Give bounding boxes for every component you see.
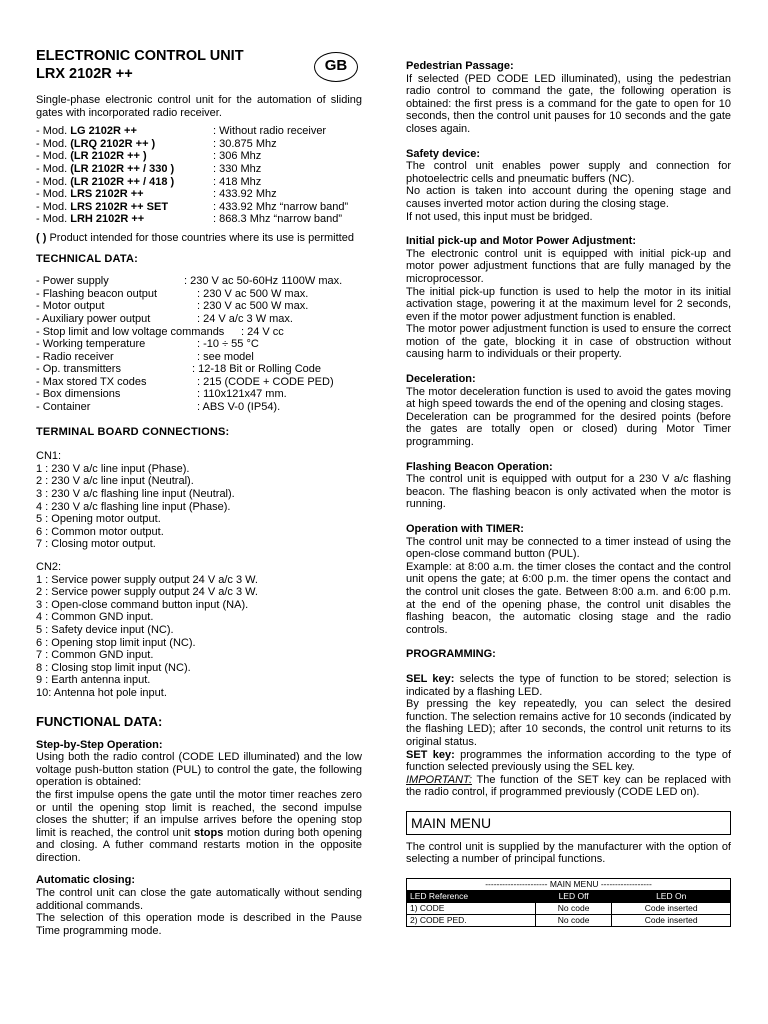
technical-data-list bbox=[36, 275, 362, 414]
deceleration-text-1: The motor deceleration function is used to avoid the gates moving at high speed towards the end of the opening and closing stages. bbox=[406, 385, 731, 411]
table-title: ---------------------- MAIN MENU ------------------ bbox=[407, 879, 731, 891]
document-title: ELECTRONIC CONTROL UNIT bbox=[36, 48, 244, 64]
auto-closing-text-2: The selection of this operation mode is described in the Pause Time programming mode. bbox=[36, 912, 362, 937]
flashing-heading: Flashing Beacon Operation: bbox=[406, 460, 553, 473]
column-header: LED Off bbox=[535, 891, 612, 903]
table-cell: No code bbox=[535, 915, 612, 927]
model-row: - Mod. (LR 2102R ++ / 330 ) : 330 Mhz bbox=[36, 162, 262, 175]
list-item: 7 : Closing motor output. bbox=[36, 538, 156, 551]
step-heading: Step-by-Step Operation: bbox=[36, 738, 163, 751]
programming-heading: PROGRAMMING: bbox=[406, 648, 496, 661]
set-key-text: SET key: programmes the information according to the type of function selected previously using the SEL key. bbox=[406, 748, 731, 774]
important-text: IMPORTANT: The function of the SET key can be replaced with the radio control, if programmed previously (CODE LED on). bbox=[406, 773, 731, 799]
main-menu-title: MAIN MENU bbox=[406, 811, 731, 835]
model-row: - Mod. LRH 2102R ++ : 868.3 Mhz “narrow band” bbox=[36, 213, 343, 226]
sel-key-text-2: By pressing the key repeatedly, you can select the desired function. The selection remains active for 10 seconds (indicated by the flashing LED); after 10 seconds, the control unit returns to its original status. bbox=[406, 698, 731, 748]
spec-row: - Flashing beacon output : 230 V ac 500 W max. bbox=[36, 287, 309, 300]
pickup-text-3: The motor power adjustment function is used to ensure the correct motion of the gate, blocking it in case of obstruction without causing harm to individuals or their property. bbox=[406, 323, 731, 361]
column-header: LED On bbox=[612, 891, 731, 903]
sel-key-text: SEL key: selects the type of function to be stored; selection is indicated by a flashing LED. bbox=[406, 672, 731, 698]
list-item: 6 : Common motor output. bbox=[36, 525, 164, 538]
list-item: 5 : Opening motor output. bbox=[36, 513, 161, 526]
table-header-row bbox=[407, 891, 731, 903]
model-row: - Mod. (LR 2102R ++ / 418 ) : 418 Mhz bbox=[36, 175, 262, 188]
table-cell: Code inserted bbox=[612, 915, 731, 927]
spec-row: - Stop limit and low voltage commands : 24 V cc bbox=[36, 325, 284, 338]
pedestrian-heading: Pedestrian Passage: bbox=[406, 60, 514, 72]
list-item: 1 : Service power supply output 24 V a/c 3 W. bbox=[36, 573, 258, 586]
step-text-1: Using both the radio control (CODE LED illuminated) and the low voltage push-button station (PUL) to control the gate, the following operation is obtained: bbox=[36, 751, 362, 789]
left-column bbox=[36, 46, 362, 937]
document-header bbox=[36, 48, 362, 82]
deceleration-text-2: Deceleration can be programmed for the desired points (before the gates are totally open or closed) during Motor Timer programming. bbox=[406, 410, 731, 449]
functional-data-heading: FUNCTIONAL DATA: bbox=[36, 713, 163, 729]
model-row: - Mod. LG 2102R ++ : Without radio receiver bbox=[36, 125, 327, 138]
list-item: 4 : Common GND input. bbox=[36, 611, 154, 624]
model-row: - Mod. LRS 2102R ++ SET : 433.92 Mhz “narrow band” bbox=[36, 200, 349, 213]
pickup-heading: Initial pick-up and Motor Power Adjustment: bbox=[406, 235, 636, 248]
cn1-list bbox=[36, 463, 362, 551]
pickup-text-2: The initial pick-up function is used to help the motor in its initial activation stage, powering it at the maximum level for 2 seconds, even if the motor power adjustment function is enabled. bbox=[406, 285, 731, 323]
spec-row: - Radio receiver : see model bbox=[36, 350, 254, 363]
step-text-2: the first impulse opens the gate until the motor timer reaches zero or until the opening stop limit is reached, the second impulse closes the shutter; if an impulse arrives before the opening stop limit is reached, the control unit stops motion during both opening and closing. A futher command restarts motion in the opposite direction. bbox=[36, 788, 362, 864]
timer-text-2: Example: at 8:00 a.m. the timer closes the contact and the control unit opens the gate; at 6:00 p.m. the timer opens the contact and the control unit closes the gate. Between 8:00 a.m. and 6:00 p.m. at the end of the opening phase, the control unit disables the flashing beacon, the automatic closing stage and the radio controls. bbox=[406, 560, 731, 636]
pickup-text-1: The electronic control unit is equipped with initial pick-up and motor power adjustment functions that are fully managed by the microprocessor. bbox=[406, 247, 731, 285]
timer-text-1: The control unit may be connected to a timer instead of using the open-close command button (PUL). bbox=[406, 535, 731, 561]
spec-row: - Box dimensions : 110x121x47 mm. bbox=[36, 388, 287, 401]
list-item: 2 : 230 V a/c line input (Neutral). bbox=[36, 475, 194, 488]
pedestrian-text: If selected (PED CODE LED illuminated), using the pedestrian radio control to command the gate, the following operation is obtained: the first press is a command for the gate to open for 10 seconds, then the control unit pauses for 10 seconds and the gate closes again. bbox=[406, 72, 731, 135]
list-item: 6 : Opening stop limit input (NC). bbox=[36, 636, 196, 649]
safety-text-2: No action is taken into account during the opening stage and causes inverted motor action during the closing stage. bbox=[406, 185, 731, 210]
auto-closing-text-1: The control unit can close the gate automatically without sending additional commands. bbox=[36, 887, 362, 912]
table-title-row bbox=[407, 879, 731, 891]
column-header: LED Reference bbox=[407, 891, 536, 903]
technical-data-heading: TECHNICAL DATA: bbox=[36, 252, 138, 265]
model-row: - Mod. LRS 2102R ++ : 433.92 Mhz bbox=[36, 188, 277, 201]
spec-row: - Container : ABS V-0 (IP54). bbox=[36, 401, 281, 414]
table-row bbox=[407, 915, 731, 927]
spec-row: - Motor output : 230 V ac 500 W max. bbox=[36, 300, 309, 313]
spec-row: - Op. transmitters : 12-18 Bit or Rolling Code bbox=[36, 363, 322, 376]
deceleration-heading: Deceleration: bbox=[406, 373, 476, 386]
table-row bbox=[407, 903, 731, 915]
spec-row: - Auxiliary power output : 24 V a/c 3 W max. bbox=[36, 312, 293, 325]
cn2-label: CN2: bbox=[36, 561, 62, 573]
cn2-list bbox=[36, 574, 362, 700]
flashing-text: The control unit is equipped with output for a 230 V a/c flashing beacon. The flashing beacon is only activated when the motor is running. bbox=[406, 473, 731, 511]
model-title: LRX 2102R ++ bbox=[36, 66, 133, 82]
list-item: 4 : 230 V a/c flashing line input (Phase). bbox=[36, 500, 231, 513]
list-item: 1 : 230 V a/c line input (Phase). bbox=[36, 462, 190, 475]
table-cell: No code bbox=[535, 903, 612, 915]
auto-closing-heading: Automatic closing: bbox=[36, 874, 136, 887]
list-item: 2 : Service power supply output 24 V a/c 3 W. bbox=[36, 586, 258, 599]
list-item: 8 : Closing stop limit input (NC). bbox=[36, 661, 191, 674]
list-item: 10: Antenna hot pole input. bbox=[36, 686, 167, 699]
list-item: 5 : Safety device input (NC). bbox=[36, 623, 174, 636]
table-cell: 2) CODE PED. bbox=[407, 915, 536, 927]
list-item: 3 : Open-close command button input (NA). bbox=[36, 598, 249, 611]
cn1-label: CN1: bbox=[36, 450, 62, 463]
spec-row: - Max stored TX codes : 215 (CODE + CODE PED) bbox=[36, 375, 334, 388]
list-item: 7 : Common GND input. bbox=[36, 649, 154, 662]
main-menu-table bbox=[406, 878, 731, 927]
intro-text: Single-phase electronic control unit for the automation of sliding gates with incorporated radio receiver. bbox=[36, 94, 362, 119]
right-column bbox=[406, 60, 731, 927]
table-cell: Code inserted bbox=[612, 903, 731, 915]
safety-text-3: If not used, this input must be bridged. bbox=[406, 210, 593, 223]
main-menu-text: The control unit is supplied by the manufacturer with the option of selecting a number of principal functions. bbox=[406, 840, 731, 866]
model-row: - Mod. (LR 2102R ++ ) : 306 Mhz bbox=[36, 150, 262, 163]
country-note: ( ) Product intended for those countries where its use is permitted bbox=[36, 231, 354, 244]
model-list bbox=[36, 125, 362, 226]
safety-heading: Safety device: bbox=[406, 147, 480, 160]
safety-text-1: The control unit enables power supply and connection for photoelectric cells and pneumatic buffers (NC). bbox=[406, 160, 731, 185]
timer-heading: Operation with TIMER: bbox=[406, 523, 524, 535]
list-item: 9 : Earth antenna input. bbox=[36, 674, 151, 687]
spec-row: - Working temperature : -10 ÷ 55 °C bbox=[36, 338, 259, 351]
list-item: 3 : 230 V a/c flashing line input (Neutral). bbox=[36, 488, 235, 501]
spec-row: - Power supply : 230 V ac 50-60Hz 1100W max. bbox=[36, 275, 343, 288]
table-cell: 1) CODE bbox=[407, 903, 536, 915]
language-badge: GB bbox=[314, 52, 358, 82]
model-row: - Mod. (LRQ 2102R ++ ) : 30.875 Mhz bbox=[36, 137, 277, 150]
terminal-heading: TERMINAL BOARD CONNECTIONS: bbox=[36, 425, 230, 438]
